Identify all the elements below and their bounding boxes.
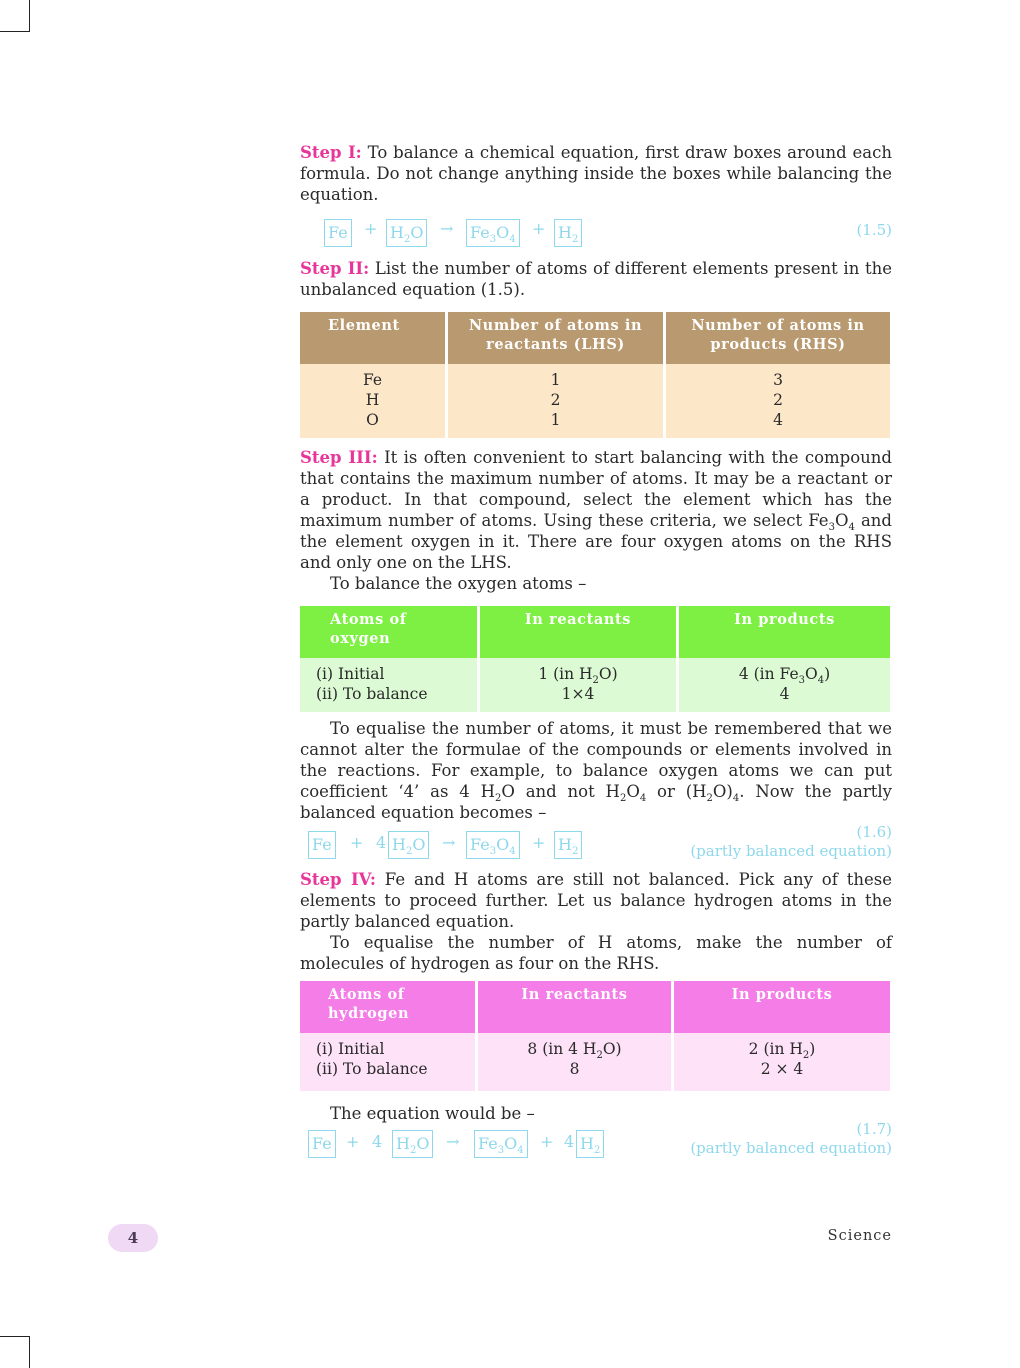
step2-paragraph <box>300 258 892 300</box>
eq16-plus2: + <box>532 833 546 852</box>
t2-rows-cell: (i) Initial (ii) To balance <box>300 658 477 712</box>
step4-text2: To equalise the number of H atoms, make the number of molecules of hydrogen as four on the RHS. <box>300 933 892 973</box>
step1-text: To balance a chemical equation, first draw boxes around each formula. Do not change anything inside the boxes while balancing the equation. <box>300 143 892 204</box>
t1-elements-cell: Fe H O <box>300 364 445 438</box>
eq17-coef2: 4 <box>564 1132 575 1151</box>
eq17-fe3o4-box: $Fe_3O_4$ <box>474 1130 528 1158</box>
page-content <box>300 142 892 1164</box>
eq17-h2o-box: $H_2O$ <box>392 1130 433 1158</box>
eq16-h2o-box: $H_2O$ <box>388 831 429 859</box>
eq15-h2o-box: $H_2O$ <box>386 219 427 247</box>
crop-mark-bottom <box>0 1336 30 1368</box>
step4-label: Step IV: <box>300 870 376 889</box>
t3-reactants-cell: 8 (in 4 $H_2O$) 8 <box>478 1033 671 1091</box>
eq16-number-block <box>690 823 892 861</box>
eq16-number: (1.6) <box>856 823 892 841</box>
page-number: 4 <box>108 1224 158 1252</box>
eq15-arrow: → <box>440 219 454 238</box>
eq17-fe-box: Fe <box>308 1130 336 1158</box>
equation-would-be: The equation would be – <box>330 1104 535 1123</box>
eq17-note: (partly balanced equation) <box>690 1139 892 1157</box>
step1-label: Step I: <box>300 143 362 162</box>
eq17-number: (1.7) <box>856 1120 892 1138</box>
eq17-plus: + <box>346 1132 360 1151</box>
t3-products-cell: 2 (in $H_2$) 2 × 4 <box>674 1033 890 1091</box>
eq17-coef: 4 <box>372 1132 383 1151</box>
eq16-h2-box: $H_2$ <box>554 831 582 859</box>
footer-subject: Science <box>827 1228 892 1244</box>
balance-oxygen-text: To balance the oxygen atoms – <box>330 574 587 593</box>
t1-products-cell: 3 2 4 <box>666 364 890 438</box>
t2-products-cell: 4 (in $Fe_3O_4$) 4 <box>679 658 890 712</box>
eq15-fe3o4-box: $Fe_3O_4$ <box>466 219 520 247</box>
eq16-note: (partly balanced equation) <box>690 842 892 860</box>
t1-header-element: Element <box>300 312 445 364</box>
t3-header-products: In products <box>674 981 890 1033</box>
eq15-plus: + <box>364 219 378 238</box>
oxygen-table <box>297 606 893 712</box>
eq17-number-block <box>690 1120 892 1158</box>
eq16-fe3o4-box: $Fe_3O_4$ <box>466 831 520 859</box>
equation-1-6 <box>300 823 892 863</box>
step3-paragraph: Step III: It is often convenient to start balancing with the compound that contains the maximum number of atoms. It may be a reactant or a product. In that compound, select the element which has the maximum number of atoms. Using these criteria, we select $Fe_3O_4$ and the element oxygen in it. There are four oxygen atoms on the RHS and only one on the LHS. <box>300 448 892 572</box>
eq16-coef: 4 <box>376 833 387 852</box>
eq17-plus2: + <box>540 1132 554 1151</box>
t1-header-reactants: Number of atoms in reactants (LHS) <box>448 312 663 364</box>
eq15-fe-box: Fe <box>324 219 352 247</box>
step1-paragraph <box>300 142 892 205</box>
eq17-h2-box: $H_2$ <box>576 1130 604 1158</box>
eq16-plus: + <box>350 833 364 852</box>
eq16-fe-box: Fe <box>308 831 336 859</box>
eq15-number: (1.5) <box>856 221 892 239</box>
step3-label: Step III: <box>300 448 378 467</box>
t3-header-atoms: Atoms of hydrogen <box>300 981 475 1033</box>
hydrogen-table <box>297 981 893 1091</box>
eq15-h2-box: $H_2$ <box>554 219 582 247</box>
eq16-arrow: → <box>442 833 456 852</box>
t3-rows-cell: (i) Initial (ii) To balance <box>300 1033 475 1091</box>
equation-1-5 <box>300 215 892 249</box>
eq15-plus2: + <box>532 219 546 238</box>
t2-reactants-cell: 1 (in $H_2O$) 1×4 <box>480 658 676 712</box>
crop-mark-top <box>0 0 30 32</box>
t2-header-products: In products <box>679 606 890 658</box>
step4-paragraph <box>300 869 892 932</box>
atoms-table <box>297 312 893 438</box>
step2-text: List the number of atoms of different elements present in the unbalanced equation (1.5). <box>300 259 892 299</box>
t1-header-products: Number of atoms in products (RHS) <box>666 312 890 364</box>
equation-1-7 <box>300 1120 892 1164</box>
eq17-arrow: → <box>446 1132 460 1151</box>
t3-header-reactants: In reactants <box>478 981 671 1033</box>
step4-text: Fe and H atoms are still not balanced. Pick any of these elements to proceed further. Let us balance hydrogen atoms in the partly balanced equation. <box>300 870 892 931</box>
t2-header-atoms: Atoms of oxygen <box>300 606 477 658</box>
equalise-paragraph: To equalise the number of atoms, it must be remembered that we cannot alter the formulae of the compounds or elements involved in the reactions. For example, to balance oxygen atoms we can put coefficient ‘4’ as 4 $H_2O$ and not $H_2O_4$ or $(H_2O)_4$. Now the partly balanced equation becomes – <box>300 719 893 822</box>
step2-label: Step II: <box>300 259 370 278</box>
t1-reactants-cell: 1 2 1 <box>448 364 663 438</box>
t2-header-reactants: In reactants <box>480 606 676 658</box>
